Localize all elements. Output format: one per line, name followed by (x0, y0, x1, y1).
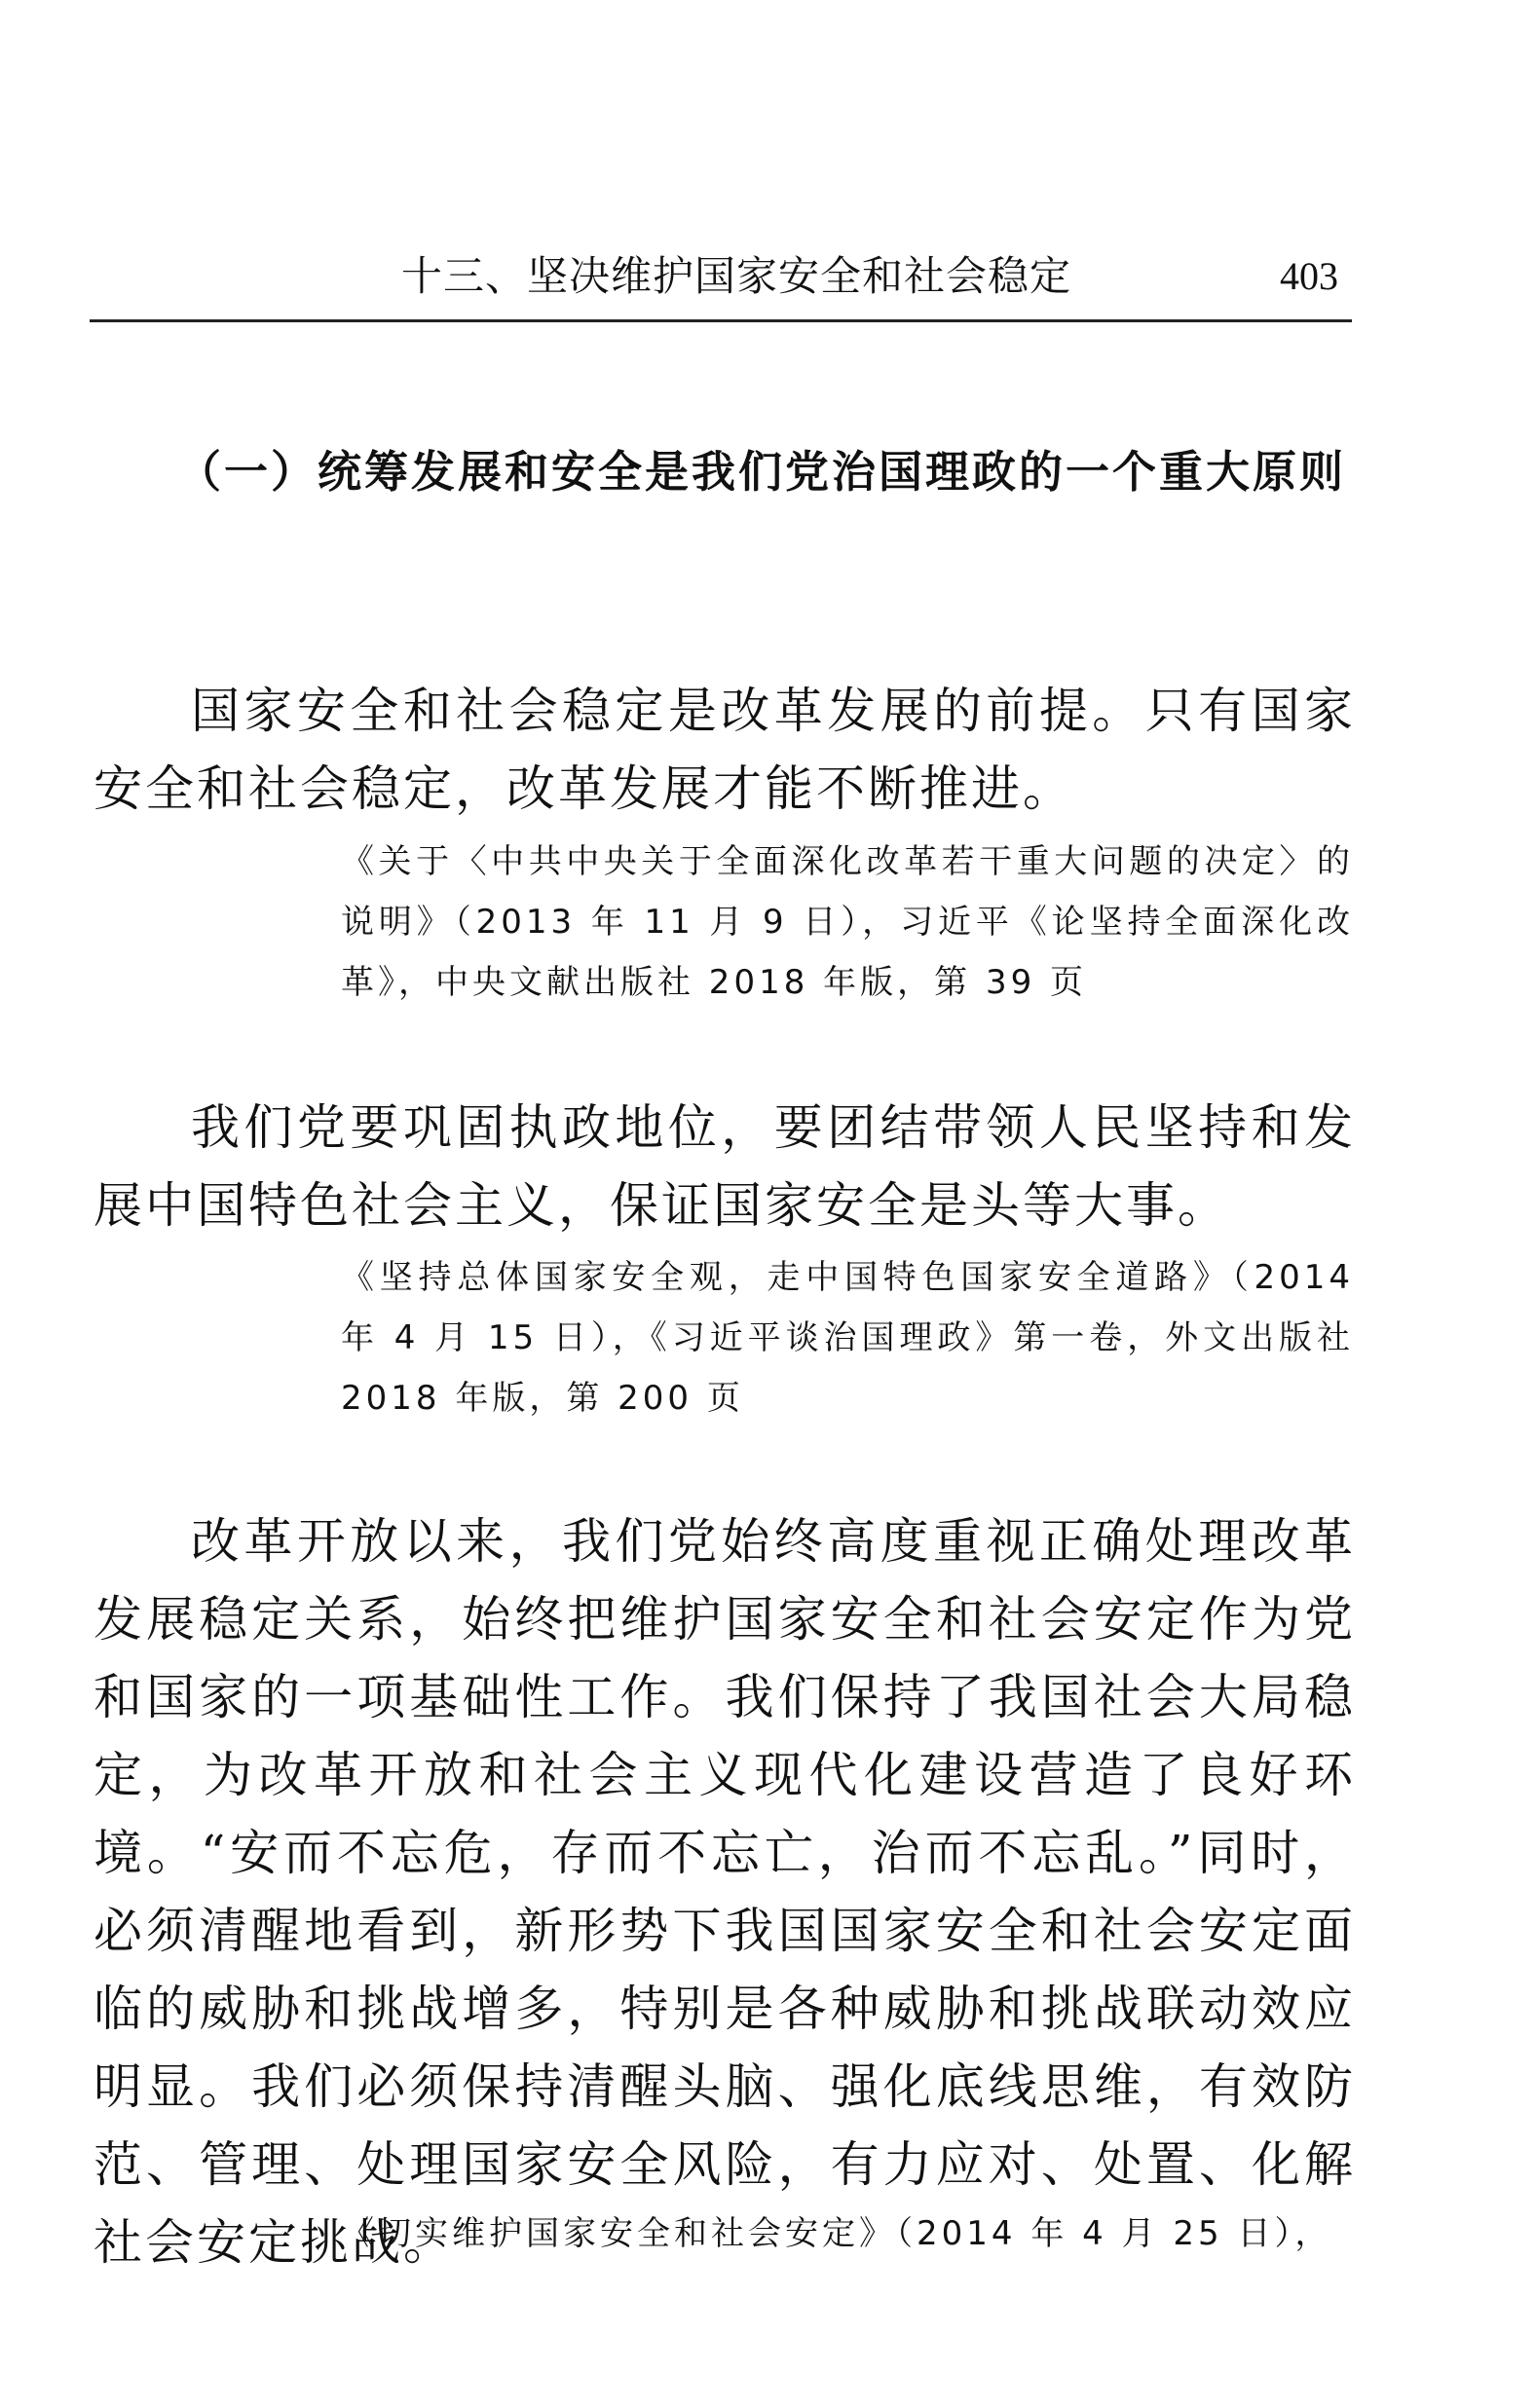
page-number: 403 (1280, 254, 1338, 298)
quote-paragraph-1: 国家安全和社会稳定是改革发展的前提。只有国家安全和社会稳定，改革发展才能不断推进。 (94, 683, 1356, 817)
quote-paragraph-2: 我们党要巩固执政地位，要团结带领人民坚持和发展中国特色社会主义，保证国家安全是头等大事。 (94, 1099, 1356, 1234)
section-title: （一）统筹发展和安全是我们党治国理政的一个重大原则 (177, 446, 1347, 498)
running-title: 十三、坚决维护国家安全和社会稳定 (401, 252, 1072, 300)
running-header (90, 241, 1352, 322)
citation-1: 《关于〈中共中央关于全面深化改革若干重大问题的决定〉的说明》（2013 年 11 月 9 日），习近平《论坚持全面深化改革》，中央文献出版社 2018 年版，第 39 页 (341, 842, 1354, 1002)
citation-2: 《坚持总体国家安全观，走中国特色国家安全道路》（2014 年 4 月 15 日），《习近平谈治国理政》第一卷，外文出版社 2018 年版，第 200 页 (341, 1258, 1354, 1418)
quote-paragraph-3: 改革开放以来，我们党始终高度重视正确处理改革发展稳定关系，始终把维护国家安全和社会安定作为党和国家的一项基础性工作。我们保持了我国社会大局稳定，为改革开放和社会主义现代化建设营造了良好环境。“安而不忘危，存而不忘亡，治而不忘乱。”同时，必须清醒地看到，新形势下我国国家安全和社会安定面临的威胁和挑战增多，特别是各种威胁和挑战联动效应明显。我们必须保持清醒头脑、强化底线思维，有效防范、管理、处理国家安全风险，有力应对、处置、化解社会安定挑战。 (94, 1513, 1356, 2271)
citation-3: 《切实维护国家安全和社会安定》（2014 年 4 月 25 日）， (341, 2214, 1332, 2253)
